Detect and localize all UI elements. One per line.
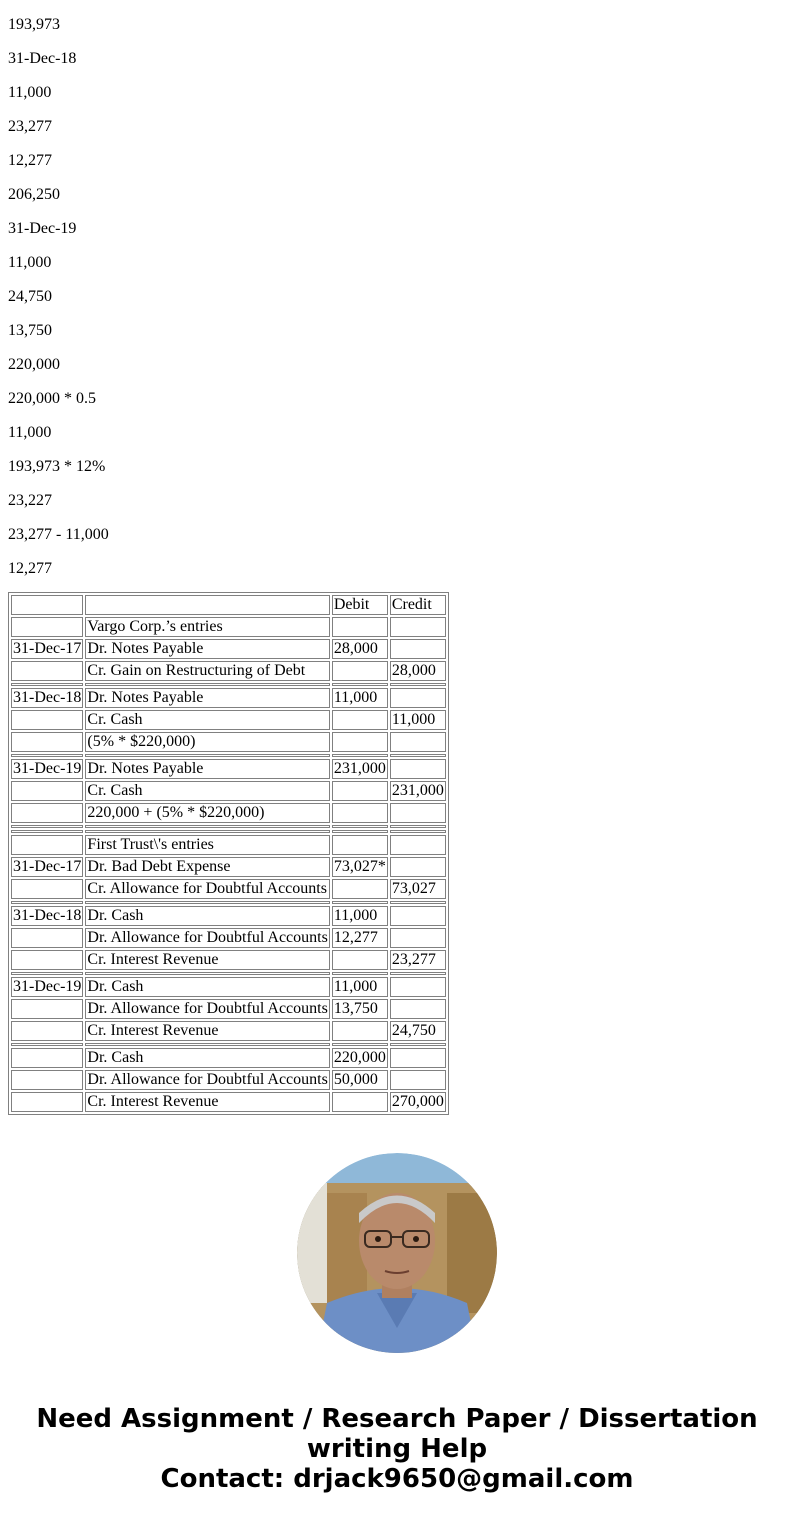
credit-cell: [390, 732, 446, 752]
credit-cell: 23,277: [390, 950, 446, 970]
credit-cell: [390, 857, 446, 877]
account-cell: Dr. Cash: [85, 977, 329, 997]
account-cell: Dr. Cash: [85, 1048, 329, 1068]
debit-cell: 28,000: [332, 639, 388, 659]
account-cell: Dr. Cash: [85, 906, 329, 926]
calc-line: 193,973: [8, 16, 60, 33]
separator-cell: [390, 683, 446, 686]
table-row: [11, 906, 446, 926]
separator-cell: [332, 830, 388, 833]
calc-line: 11,000: [8, 84, 52, 101]
table-row: [11, 1021, 446, 1041]
date-cell: 31-Dec-17: [13, 858, 82, 875]
table-row: [11, 661, 446, 681]
table-row: [11, 803, 446, 823]
separator-cell: [85, 901, 329, 904]
debit-cell: 11,000: [332, 977, 388, 997]
debit-cell: 11,000: [332, 688, 388, 708]
account-cell: Dr. Notes Payable: [85, 759, 329, 779]
debit-cell: [332, 781, 388, 801]
separator-cell: [11, 901, 83, 904]
separator-cell: [332, 754, 388, 757]
date-cell: 31-Dec-19: [13, 978, 82, 995]
date-cell: [11, 835, 83, 855]
promo-line: Need Assignment / Research Paper / Dissertation: [36, 1404, 758, 1434]
separator-cell: [11, 972, 83, 975]
separator-cell: [85, 754, 329, 757]
account-cell: Cr. Interest Revenue: [85, 1092, 329, 1112]
date-cell: [11, 1070, 83, 1090]
credit-cell: [390, 977, 446, 997]
calc-line: 23,277: [8, 118, 52, 135]
separator-cell: [85, 972, 329, 975]
separator-cell: [11, 1043, 83, 1046]
debit-cell: 220,000: [333, 1049, 386, 1066]
table-row: [11, 1092, 446, 1112]
debit-cell: 12,277: [332, 928, 388, 948]
account-cell: Cr. Gain on Restructuring of Debt: [85, 661, 329, 681]
calc-line: 23,227: [8, 492, 52, 509]
account-cell: Vargo Corp.’s entries: [85, 617, 329, 637]
separator-cell: [332, 972, 388, 975]
date-cell: [11, 1021, 83, 1041]
credit-cell: [390, 1048, 446, 1068]
separator-cell: [332, 825, 388, 828]
date-cell: [11, 732, 83, 752]
account-cell: Cr. Allowance for Doubtful Accounts: [85, 879, 329, 899]
credit-cell: [390, 906, 446, 926]
credit-cell: [390, 999, 446, 1019]
calc-line: 193,973 * 12%: [8, 458, 106, 475]
calc-line: 24,750: [8, 288, 52, 305]
document-body: [8, 16, 786, 1115]
account-cell: Dr. Notes Payable: [85, 639, 329, 659]
table-row: [11, 1048, 446, 1068]
credit-cell: [390, 835, 446, 855]
credit-cell: [390, 928, 446, 948]
table-row: [11, 710, 446, 730]
table-row: [11, 857, 446, 877]
table-row: [11, 999, 446, 1019]
header-cell: [11, 595, 83, 615]
calc-line: 31-Dec-18: [8, 50, 77, 67]
calc-line: 220,000: [8, 356, 60, 373]
table-row: [11, 781, 446, 801]
table-row: [11, 950, 446, 970]
separator-cell: [332, 683, 388, 686]
date-cell: [11, 781, 83, 801]
credit-cell: 73,027: [390, 879, 446, 899]
separator-cell: [11, 825, 83, 828]
debit-cell: 50,000: [332, 1070, 388, 1090]
debit-cell: [332, 661, 388, 681]
calc-line: 11,000: [8, 254, 52, 271]
debit-cell: [332, 710, 388, 730]
calc-line: 23,277 - 11,000: [8, 526, 109, 543]
credit-cell: 28,000: [390, 661, 446, 681]
table-header-row: [11, 595, 446, 615]
account-cell: Dr. Bad Debt Expense: [85, 857, 329, 877]
table-row: [11, 732, 446, 752]
promo-line: writing Help: [306, 1434, 488, 1464]
table-row: [11, 879, 446, 899]
account-cell: Cr. Interest Revenue: [85, 1021, 329, 1041]
separator-cell: [85, 1043, 329, 1046]
separator-cell: [390, 972, 446, 975]
debit-cell: [332, 950, 388, 970]
table-row: [11, 617, 446, 637]
account-cell: Cr. Cash: [85, 710, 329, 730]
separator-cell: [390, 1043, 446, 1046]
credit-cell: 231,000: [391, 782, 444, 799]
date-cell: 31-Dec-18: [13, 689, 82, 706]
calc-line: 13,750: [8, 322, 52, 339]
account-cell: Cr. Interest Revenue: [85, 950, 329, 970]
calc-line: 220,000 * 0.5: [8, 390, 96, 407]
credit-cell: [390, 617, 446, 637]
credit-cell: 270,000: [391, 1093, 444, 1110]
separator-row: [11, 830, 446, 833]
table-row: [11, 759, 446, 779]
date-cell: [11, 617, 83, 637]
header-debit: Debit: [332, 595, 388, 615]
credit-cell: [390, 639, 446, 659]
table-row: [11, 639, 446, 659]
separator-row: [11, 972, 446, 975]
separator-cell: [11, 683, 83, 686]
separator-row: [11, 901, 446, 904]
separator-cell: [11, 830, 83, 833]
date-cell: [11, 928, 83, 948]
table-row: [11, 1070, 446, 1090]
separator-cell: [390, 754, 446, 757]
calc-line: 11,000: [8, 424, 52, 441]
account-cell: Dr. Allowance for Doubtful Accounts: [87, 1071, 328, 1088]
separator-cell: [85, 830, 329, 833]
account-cell: Dr. Notes Payable: [85, 688, 329, 708]
separator-cell: [11, 754, 83, 757]
separator-row: [11, 825, 446, 828]
date-cell: 31-Dec-19: [13, 760, 82, 777]
separator-row: [11, 754, 446, 757]
debit-cell: [332, 1021, 388, 1041]
account-cell: (5% * $220,000): [85, 732, 329, 752]
debit-cell: [332, 835, 388, 855]
account-cell: Dr. Allowance for Doubtful Accounts: [87, 929, 328, 946]
account-cell: 220,000 + (5% * $220,000): [85, 803, 329, 823]
debit-cell: [332, 803, 388, 823]
separator-cell: [332, 901, 388, 904]
date-cell: [11, 803, 83, 823]
separator-cell: [390, 830, 446, 833]
date-cell: 31-Dec-17: [13, 640, 82, 657]
date-cell: [11, 999, 83, 1019]
account-cell: Cr. Cash: [85, 781, 329, 801]
debit-cell: [332, 732, 388, 752]
separator-cell: [390, 825, 446, 828]
credit-cell: [390, 1070, 446, 1090]
debit-cell: 231,000: [333, 760, 386, 777]
separator-cell: [332, 1043, 388, 1046]
credit-cell: [390, 803, 446, 823]
calc-line: 206,250: [8, 186, 60, 203]
account-cell: First Trust\'s entries: [85, 835, 329, 855]
date-cell: [11, 1092, 83, 1112]
debit-cell: 73,027*: [333, 858, 386, 875]
profile-photo-icon: [297, 1153, 497, 1353]
calc-line: 12,277: [8, 560, 52, 577]
separator-cell: [390, 901, 446, 904]
debit-cell: [332, 617, 388, 637]
date-cell: 31-Dec-18: [13, 907, 82, 924]
separator-cell: [85, 683, 329, 686]
avatar: [297, 1153, 497, 1353]
debit-cell: [332, 1092, 388, 1112]
calculation-lines: [8, 16, 786, 578]
date-cell: [11, 710, 83, 730]
date-cell: [11, 661, 83, 681]
table-row: [11, 688, 446, 708]
table-row: [11, 977, 446, 997]
debit-cell: [332, 879, 388, 899]
calc-line: 12,277: [8, 152, 52, 169]
table-row: [11, 928, 446, 948]
promo-contact: Contact: drjack9650@gmail.com: [160, 1464, 634, 1494]
journal-entries-table: [8, 592, 449, 1115]
separator-row: [11, 683, 446, 686]
header-cell: [85, 595, 329, 615]
header-credit: Credit: [390, 595, 446, 615]
debit-cell: 11,000: [332, 906, 388, 926]
credit-cell: 24,750: [390, 1021, 446, 1041]
date-cell: [11, 879, 83, 899]
promo-banner: [0, 1404, 794, 1494]
date-cell: [11, 1048, 83, 1068]
debit-cell: 13,750: [332, 999, 388, 1019]
separator-cell: [85, 825, 329, 828]
credit-cell: [390, 759, 446, 779]
date-cell: [11, 950, 83, 970]
credit-cell: [390, 688, 446, 708]
calc-line: 31-Dec-19: [8, 220, 77, 237]
credit-cell: 11,000: [390, 710, 446, 730]
table-row: [11, 835, 446, 855]
separator-row: [11, 1043, 446, 1046]
account-cell: Dr. Allowance for Doubtful Accounts: [87, 1000, 328, 1017]
